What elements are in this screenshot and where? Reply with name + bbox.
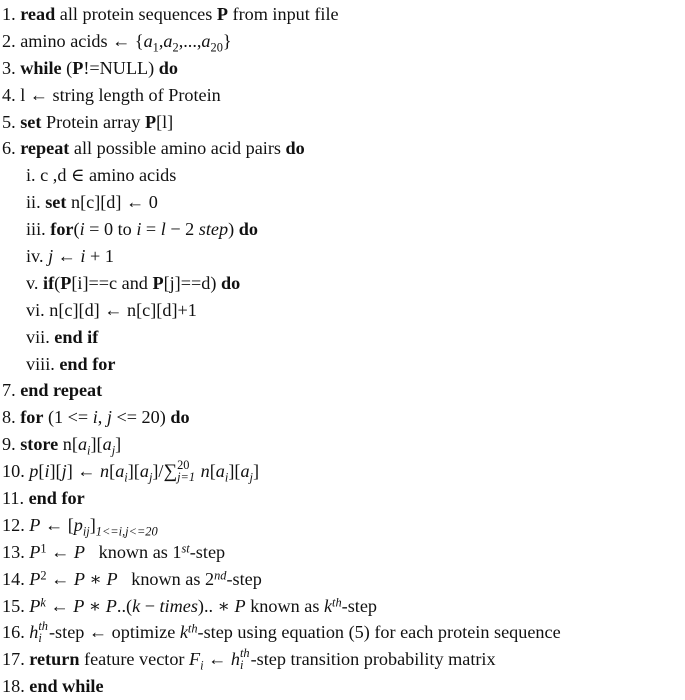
algorithm-line-6-viii (2, 351, 685, 378)
math-var: p (29, 461, 39, 482)
math-var: P (73, 568, 85, 589)
math-var: a (77, 434, 88, 455)
text: , (97, 407, 107, 428)
math-var: P (73, 595, 85, 616)
algorithm-line-6-vii (2, 324, 685, 351)
algorithm-line-17 (2, 646, 685, 673)
text: known as (245, 595, 324, 616)
keyword: end for (59, 353, 116, 374)
keyword: for (20, 407, 44, 428)
math-var: a (102, 434, 112, 455)
text: n[c][d] ← 0 (66, 192, 158, 213)
line-number: iv. (26, 246, 44, 267)
keyword: do (158, 57, 178, 78)
text: [ (209, 461, 216, 482)
keyword: do (220, 272, 241, 293)
text: + 1 (85, 246, 114, 267)
text: l ← string length of Protein (20, 84, 221, 105)
text: all protein sequences (55, 4, 217, 24)
math-var: h (230, 649, 240, 670)
superscript: st (181, 541, 190, 556)
algorithm-line-6-iii (2, 216, 685, 243)
text: , (196, 30, 202, 51)
algorithm-line-7 (2, 377, 685, 404)
keyword: for (50, 219, 74, 240)
text: feature vector (79, 649, 190, 670)
algorithm-line-3 (2, 55, 685, 82)
text: Protein array (41, 111, 145, 132)
algorithm-line-14 (2, 566, 685, 593)
keyword: repeat (20, 138, 70, 159)
subscript: i (239, 658, 244, 673)
algorithm-line-18 (2, 673, 685, 700)
line-number: v. (26, 272, 39, 293)
text: ] (252, 461, 260, 482)
algorithm-line-6 (2, 135, 685, 162)
text: ][ (127, 461, 140, 482)
line-number: 5. (2, 111, 16, 132)
text: ] (115, 434, 122, 455)
math-var: k (132, 595, 141, 616)
subscript: i (87, 443, 91, 458)
algorithm-line-16 (2, 619, 685, 646)
text: c ,d ∈ amino acids (40, 165, 177, 186)
text: ][ (228, 461, 241, 482)
math-var: a (139, 461, 149, 482)
superscript: th (239, 646, 250, 661)
text: [ (109, 461, 116, 482)
keyword: read (20, 4, 56, 24)
algorithm-line-6-iv (2, 243, 685, 270)
math-var: j (106, 407, 112, 428)
math-var: P (106, 568, 118, 589)
keyword: set (45, 192, 67, 213)
algorithm-line-10 (2, 458, 685, 485)
math-var: h (29, 622, 39, 643)
line-number: vi. (26, 299, 45, 320)
math-var: n (200, 461, 210, 482)
superscript: 1 (40, 541, 47, 556)
line-number: 17. (2, 649, 25, 670)
subscript: j (249, 470, 253, 485)
text: ← (46, 568, 74, 589)
sub-sup (38, 621, 48, 645)
line-number: 7. (2, 380, 16, 401)
line-number: viii. (26, 353, 55, 374)
text: -step using equation (5) for each protein sequence (197, 622, 561, 643)
text: = (141, 219, 161, 240)
text: [j]==d) (163, 272, 221, 293)
algorithm-line-11 (2, 485, 685, 512)
text: ← (46, 541, 74, 562)
text: ..( (116, 595, 133, 616)
subscript: j (111, 443, 116, 458)
algorithm-line-12 (2, 512, 685, 539)
subscript: i (124, 470, 128, 485)
text: ) (228, 219, 239, 240)
keyword: end for (28, 488, 85, 509)
line-number: iii. (26, 219, 46, 240)
math-var: j (61, 461, 67, 482)
keyword: end repeat (20, 380, 103, 401)
subscript: 2 (172, 40, 179, 55)
sub-sup (240, 648, 250, 672)
text: [l] (156, 111, 174, 132)
text: -step ← optimize (49, 622, 180, 643)
variable: P (144, 111, 157, 132)
math-var: p (73, 514, 83, 535)
keyword: do (285, 138, 305, 159)
subscript: 1 (152, 40, 159, 55)
text: = 0 to (84, 219, 137, 240)
text: -step transition probability matrix (250, 649, 496, 670)
text: known as 1 (85, 541, 182, 562)
math-var: times (159, 595, 198, 616)
math-var: j (48, 246, 54, 267)
variable: P (152, 272, 164, 293)
line-number: 6. (2, 138, 16, 159)
math-var: a (163, 30, 173, 51)
line-number: 1. (2, 4, 16, 24)
algorithm-line-6-ii (2, 189, 685, 216)
text: (1 <= (43, 407, 93, 428)
keyword: end if (54, 326, 99, 347)
line-number: i. (26, 165, 36, 186)
text: -step (226, 568, 262, 589)
keyword: store (20, 434, 59, 455)
text: -step (189, 541, 226, 562)
algorithm-line-8 (2, 404, 685, 431)
math-var: P (29, 541, 41, 562)
subscript: i (200, 658, 204, 673)
math-var: P (29, 595, 41, 616)
keyword: while (20, 57, 62, 78)
algorithm-line-1 (2, 1, 685, 28)
text: ← [ (40, 514, 74, 535)
algorithm-line-5 (2, 109, 685, 136)
keyword: set (20, 111, 42, 132)
line-number: 13. (2, 541, 25, 562)
text: , (158, 30, 164, 51)
text: ∗ (84, 595, 106, 616)
line-number: 14. (2, 568, 25, 589)
line-number: 3. (2, 57, 16, 78)
text: !=NULL) (83, 57, 159, 78)
text: ] ← (66, 461, 101, 482)
superscript: nd (214, 568, 227, 583)
math-var: a (115, 461, 125, 482)
math-var: k (179, 622, 188, 643)
superscript: th (187, 621, 198, 636)
text: [ (38, 461, 45, 482)
text: − 2 (165, 219, 199, 240)
math-var: a (201, 30, 211, 51)
line-number: 4. (2, 84, 16, 105)
line-number: 11. (2, 488, 25, 509)
math-var: i (79, 219, 85, 240)
math-var: n (100, 461, 110, 482)
line-number: 15. (2, 595, 25, 616)
math-var: step (198, 219, 229, 240)
subscript: 1<=i,j<=20 (95, 524, 158, 539)
superscript: 2 (40, 568, 47, 583)
text: ← (45, 595, 74, 616)
math-var: P (105, 595, 117, 616)
math-var: i (80, 246, 86, 267)
line-number: 18. (2, 676, 25, 697)
text: from input file (227, 4, 339, 24)
text: -step (341, 595, 378, 616)
variable: P (60, 272, 72, 293)
superscript: 20 (177, 458, 190, 473)
algorithm-line-6-v (2, 270, 685, 297)
math-var: P (73, 541, 85, 562)
line-number: 10. (2, 461, 25, 482)
math-var: P (29, 568, 41, 589)
subscript: ij (82, 524, 90, 539)
line-number: 2. (2, 30, 16, 51)
subscript: 20 (210, 40, 223, 55)
math-var: F (189, 649, 201, 670)
text: } (222, 30, 232, 51)
line-number: 9. (2, 434, 16, 455)
keyword: return (29, 649, 80, 670)
text: , (178, 30, 184, 51)
math-var: k (323, 595, 333, 616)
algorithm-line-6-vi (2, 297, 685, 324)
line-number: 16. (2, 622, 25, 643)
sum-limits (177, 460, 195, 484)
text: ( (61, 57, 73, 78)
subscript: i (224, 470, 229, 485)
math-var: i (44, 461, 50, 482)
text: amino acids ← { (20, 30, 144, 51)
algorithm-line-6-i (2, 162, 685, 189)
algorithm-line-2 (2, 28, 685, 55)
text: ∗ (85, 568, 107, 589)
math-var: a (240, 461, 250, 482)
superscript: th (332, 595, 342, 610)
text: n[c][d] ← n[c][d]+1 (49, 299, 197, 320)
text: [i]==c and (71, 272, 153, 293)
line-number: vii. (26, 326, 50, 347)
text: ][ (49, 461, 62, 482)
math-var: P (29, 514, 41, 535)
text: ( (73, 219, 80, 240)
text: known as 2 (117, 568, 215, 589)
subscript: j=1 (177, 469, 196, 484)
algorithm-line-9 (2, 431, 685, 458)
algorithm-line-15 (2, 593, 685, 620)
line-number: 12. (2, 514, 25, 535)
text: ] (89, 514, 96, 535)
algorithm-line-13 (2, 539, 685, 566)
math-var: i (92, 407, 98, 428)
math-var: i (136, 219, 142, 240)
math-var: l (160, 219, 166, 240)
subscript: j (148, 470, 153, 485)
keyword: end while (29, 676, 104, 697)
text: ][ (90, 434, 103, 455)
line-number: ii. (26, 192, 41, 213)
algorithm-line-4 (2, 82, 685, 109)
keyword: do (238, 219, 258, 240)
text: <= 20) (111, 407, 171, 428)
sum-symbol: ∑ (163, 461, 178, 483)
text: ... (183, 30, 197, 51)
text: ← (53, 246, 81, 267)
keyword: do (170, 407, 190, 428)
variable: P (72, 57, 84, 78)
text: ← (203, 649, 231, 670)
math-var: P (234, 595, 246, 616)
math-var: a (215, 461, 225, 482)
text: ]/ (152, 461, 164, 482)
variable: P (216, 4, 228, 24)
keyword: if (43, 272, 55, 293)
line-number: 8. (2, 407, 16, 428)
subscript: i (38, 631, 42, 646)
text: n[ (58, 434, 78, 455)
math-var: a (143, 30, 153, 51)
text: − (140, 595, 160, 616)
text: ( (54, 272, 61, 293)
text: ).. ∗ (197, 595, 235, 616)
superscript: k (40, 595, 46, 610)
text: all possible amino acid pairs (69, 138, 286, 159)
superscript: th (38, 619, 48, 634)
